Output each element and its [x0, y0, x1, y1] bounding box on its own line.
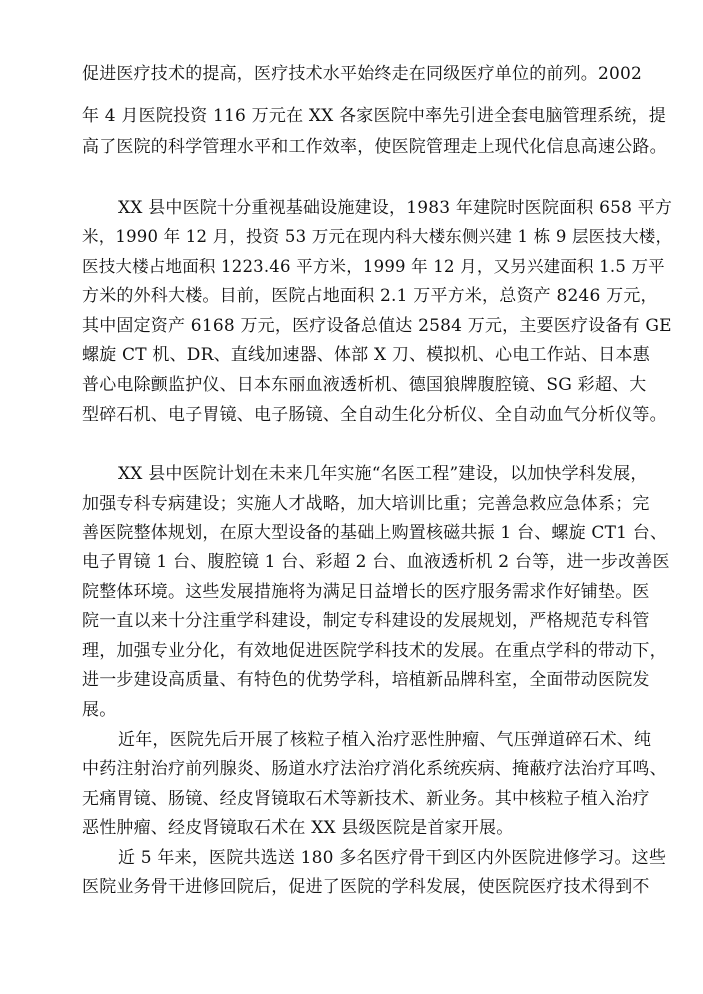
text-line: 近 5 年来，医院共选送 180 多名医疗骨干到区内外医院进修学习。这些 — [118, 848, 667, 868]
text-line: 进一步建设高质量、有特色的优势学科，培植新品牌科室，全面带动医院发 — [82, 670, 650, 690]
text-line: XX 县中医院计划在未来几年实施“名医工程”建设，以加快学科发展， — [118, 464, 648, 484]
text-line: 年 4 月医院投资 116 万元在 XX 各家医院中率先引进全套电脑管理系统，提 — [82, 106, 666, 126]
text-line: 电子胃镜 1 台、腹腔镜 1 台、彩超 2 台、血液透析机 2 台等，进一步改善医 — [82, 552, 670, 572]
text-line: 医院业务骨干进修回院后，促进了医院的学科发展，使医院医疗技术得到不 — [82, 877, 650, 897]
text-line: 近年，医院先后开展了核粒子植入治疗恶性肿瘤、气压弹道碎石术、纯 — [118, 730, 652, 750]
text-line: 型碎石机、电子胃镜、电子肠镜、全自动生化分析仪、全自动血气分析仪等。 — [82, 405, 667, 425]
text-line: 高了医院的科学管理水平和工作效率，使医院管理走上现代化信息高速公路。 — [82, 137, 667, 157]
text-line: 医技大楼占地面积 1223.46 平方米，1999 年 12 月，又另兴建面积 1.5 万平 — [82, 257, 665, 276]
text-line: XX 县中医院十分重视基础设施建设，1983 年建院时医院面积 658 平方 — [118, 198, 673, 218]
text-line: 促进医疗技术的提高，医疗技术水平始终走在同级医疗单位的前列。2002 — [82, 64, 643, 84]
text-line: 螺旋 CT 机、DR、直线加速器、体部 X 刀、模拟机、心电工作站、日本惠 — [82, 345, 650, 365]
text-line: 展。 — [82, 700, 117, 720]
text-line: 米，1990 年 12 月，投资 53 万元在现内科大楼东侧兴建 1 栋 9 层医技大楼， — [82, 227, 673, 246]
text-line: 善医院整体规划，在原大型设备的基础上购置核磁共振 1 台、螺旋 CT1 台、 — [82, 523, 668, 543]
text-line: 理，加强专业分化，有效地促进医院学科技术的发展。在重点学科的带动下， — [82, 641, 667, 661]
text-line: 院一直以来十分注重学科建设，制定专科建设的发展规划，严格规范专科管 — [82, 611, 650, 631]
text-line: 加强专科专病建设；实施人才战略，加大培训比重；完善急救应急体系；完 — [82, 494, 650, 514]
text-line: 恶性肿瘤、经皮肾镜取石术在 XX 县级医院是首家开展。 — [82, 818, 514, 838]
text-line: 方米的外科大楼。目前，医院占地面积 2.1 万平方米，总资产 8246 万元， — [82, 286, 658, 306]
text-line: 中药注射治疗前列腺炎、肠道水疗法治疗消化系统疾病、掩蔽疗法治疗耳鸣、 — [82, 759, 667, 779]
text-line: 院整体环境。这些发展措施将为满足日益增长的医疗服务需求作好铺垫。医 — [82, 582, 650, 602]
text-line: 普心电除颤监护仪、日本东丽血液透析机、德国狼牌腹腔镜、SG 彩超、大 — [82, 375, 647, 395]
text-line: 无痛胃镜、肠镜、经皮肾镜取石术等新技术、新业务。其中核粒子植入治疗 — [82, 789, 650, 809]
text-line: 其中固定资产 6168 万元，医疗设备总值达 2584 万元，主要医疗设备有 GE — [82, 316, 672, 336]
